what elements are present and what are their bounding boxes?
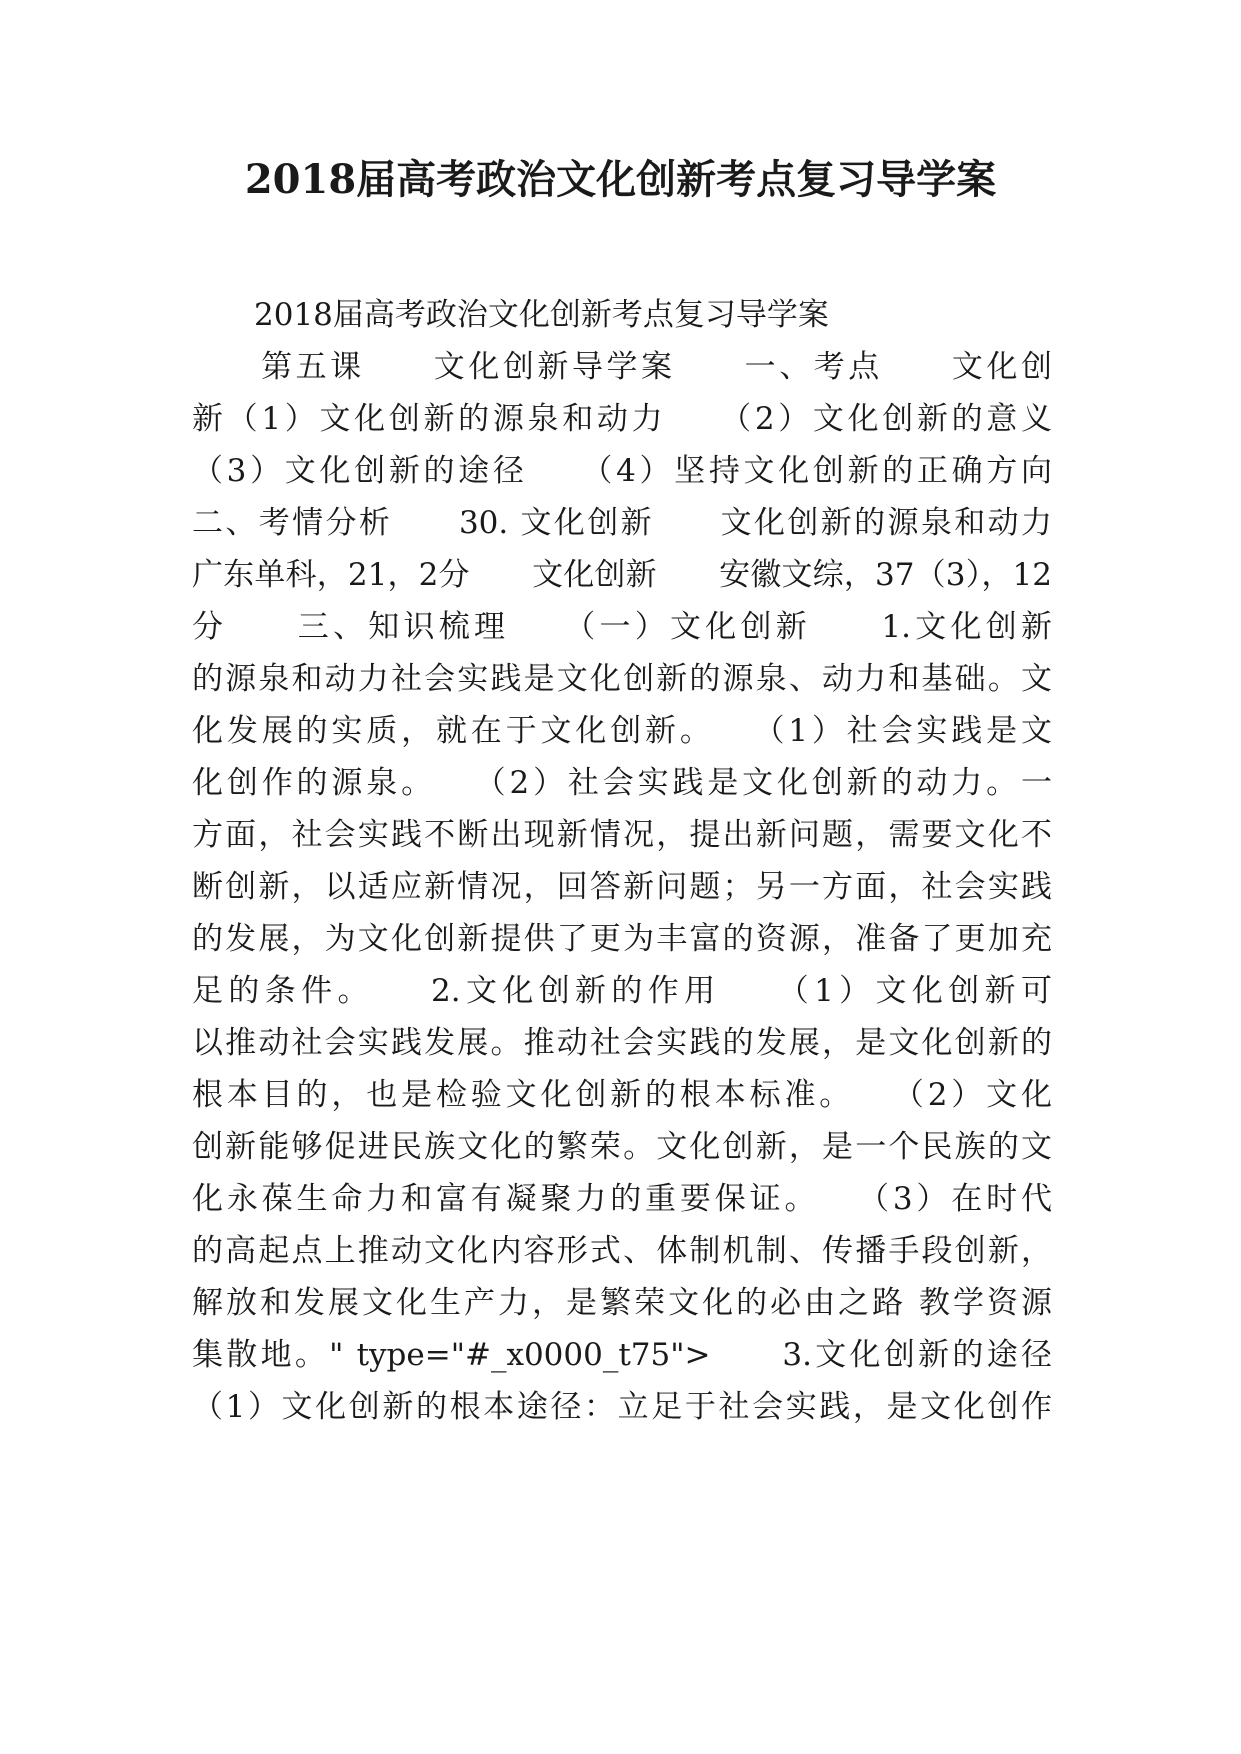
body-line: 以推动社会实践发展。推动社会实践的发展，是文化创新的 — [192, 1025, 1052, 1061]
body-line: 二、考情分析 30. 文化创新 文化创新的源泉和动力 — [192, 505, 1052, 541]
body-line: 的高起点上推动文化内容形式、体制机制、传播手段创新， — [192, 1233, 1052, 1269]
body-line: 的发展，为文化创新提供了更为丰富的资源，准备了更加充 — [192, 921, 1052, 957]
body-line: （1）文化创新的根本途径：立足于社会实践，是文化创作 — [192, 1389, 1052, 1425]
body-line: 广东单科，21，2分 文化创新 安徽文综，37（3），12 — [192, 557, 1052, 593]
document-title: 2018届高考政治文化创新考点复习导学案 — [244, 156, 997, 203]
body-line: 解放和发展文化生产力，是繁荣文化的必由之路 教学资源 — [192, 1285, 1052, 1321]
body-line: 断创新，以适应新情况，回答新问题；另一方面，社会实践 — [192, 869, 1052, 905]
body-line: 分 三、知识梳理 （一）文化创新 1.文化创新 — [192, 609, 1052, 645]
body-line: 根本目的，也是检验文化创新的根本标准。 （2）文化 — [192, 1077, 1052, 1113]
body-line: 方面，社会实践不断出现新情况，提出新问题，需要文化不 — [192, 817, 1052, 853]
body-line: 第五课 文化创新导学案 一、考点 文化创 — [192, 349, 1052, 385]
body-line: 的源泉和动力社会实践是文化创新的源泉、动力和基础。文 — [192, 661, 1052, 697]
body-line: 化发展的实质，就在于文化创新。 （1）社会实践是文 — [192, 713, 1052, 749]
body-line: 创新能够促进民族文化的繁荣。文化创新，是一个民族的文 — [192, 1129, 1052, 1165]
body-line: 化创作的源泉。 （2）社会实践是文化创新的动力。一 — [192, 765, 1052, 801]
body-line: 足的条件。 2.文化创新的作用 （1）文化创新可 — [192, 973, 1052, 1009]
body-line: 新（1）文化创新的源泉和动力 （2）文化创新的意义 — [192, 401, 1052, 437]
body-line: 2018届高考政治文化创新考点复习导学案 — [254, 297, 829, 333]
body-line: （3）文化创新的途径 （4）坚持文化创新的正确方向 — [192, 453, 1052, 489]
body-line: 化永葆生命力和富有凝聚力的重要保证。 （3）在时代 — [192, 1181, 1052, 1217]
body-line: 集散地。" type="#_x0000_t75"> 3.文化创新的途径 — [192, 1337, 1052, 1373]
